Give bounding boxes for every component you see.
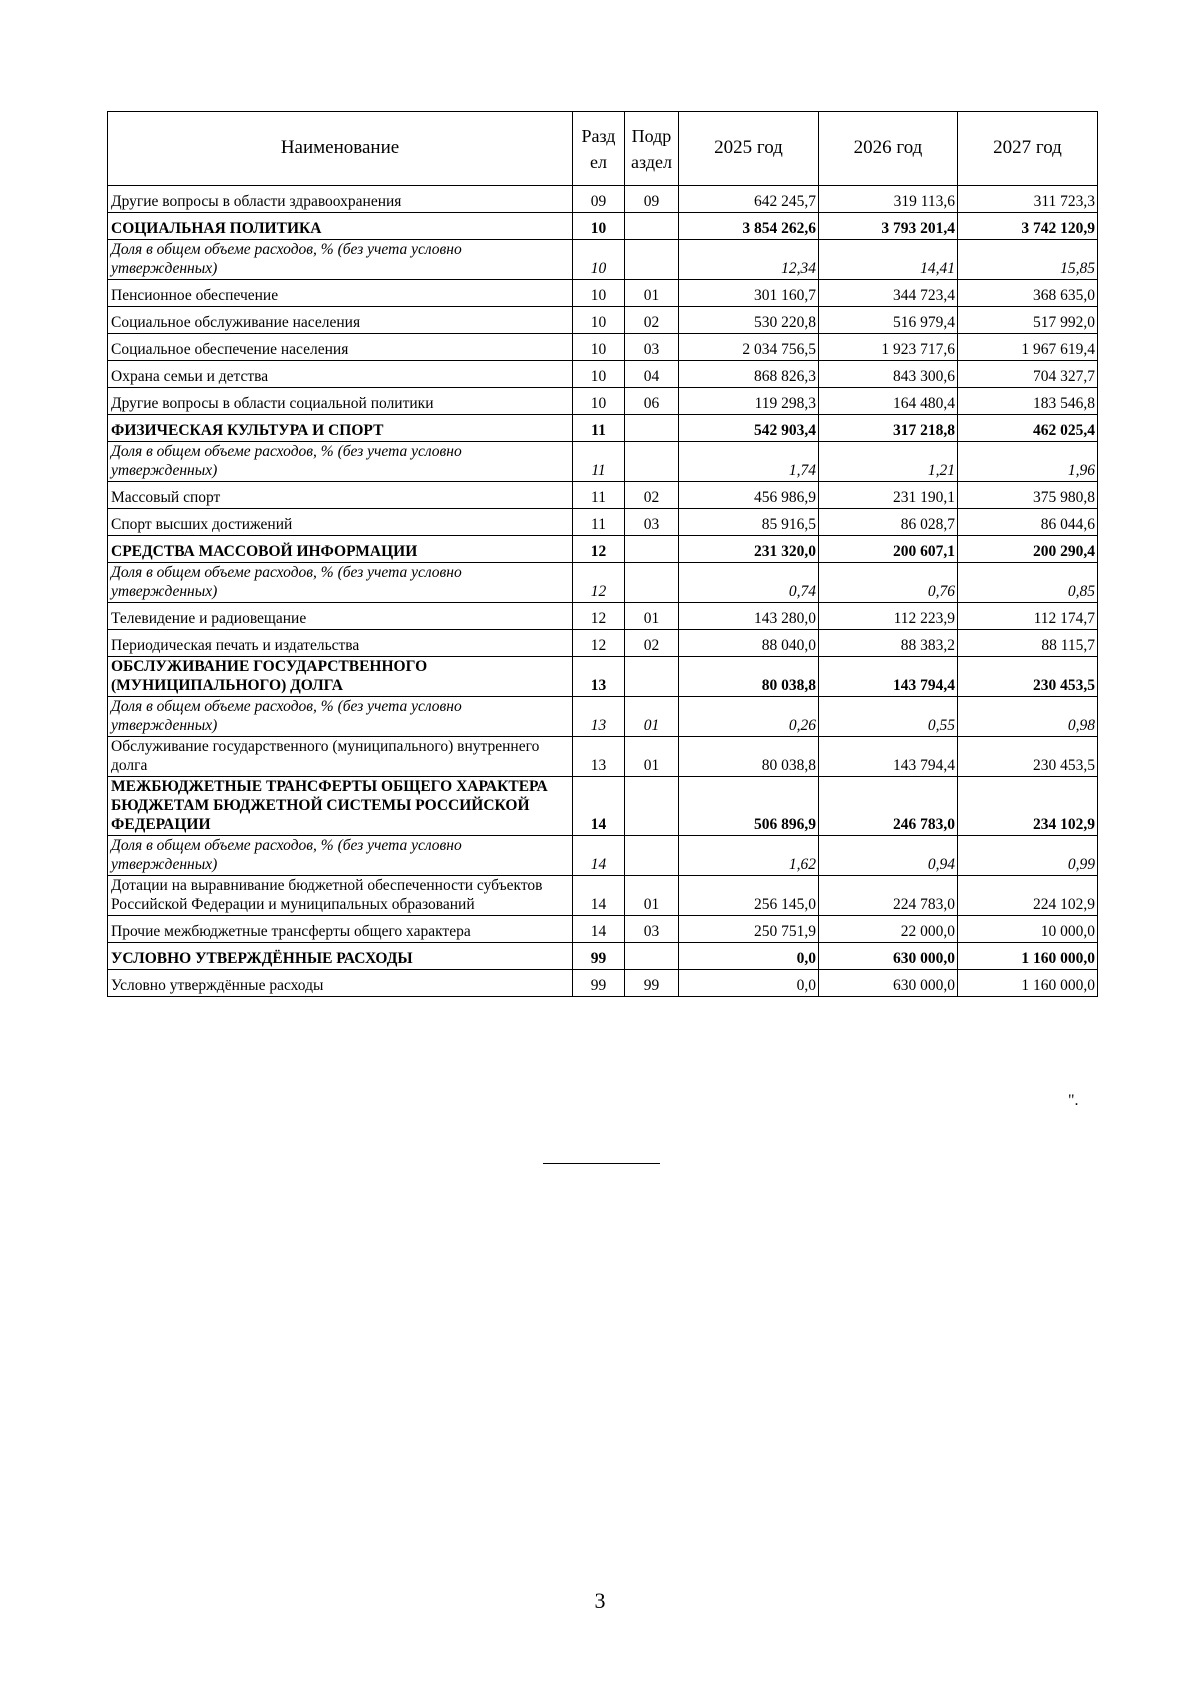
cell-razdel: 13 [573,697,625,737]
cell-2027: 112 174,7 [958,603,1098,630]
cell-2027: 0,98 [958,697,1098,737]
cell-podrazdel [625,213,679,240]
cell-razdel: 14 [573,916,625,943]
cell-2027: 462 025,4 [958,415,1098,442]
cell-2026: 0,55 [819,697,958,737]
page-number: 3 [594,1588,606,1613]
table-row [108,630,1098,657]
cell-2026: 344 723,4 [819,280,958,307]
cell-2025: 12,34 [679,240,819,280]
cell-razdel: 10 [573,334,625,361]
cell-razdel: 10 [573,213,625,240]
cell-name: УСЛОВНО УТВЕРЖДЁННЫЕ РАСХОДЫ [108,943,573,970]
cell-name: Другие вопросы в области социальной политики [108,388,573,415]
table-row [108,657,1098,697]
table-row [108,970,1098,997]
cell-2025: 0,0 [679,970,819,997]
cell-2027: 230 453,5 [958,657,1098,697]
cell-podrazdel: 01 [625,697,679,737]
cell-2025: 85 916,5 [679,509,819,536]
cell-podrazdel: 99 [625,970,679,997]
cell-name: Пенсионное обеспечение [108,280,573,307]
cell-2026: 231 190,1 [819,482,958,509]
table-row [108,482,1098,509]
cell-2027: 234 102,9 [958,777,1098,836]
cell-name: Спорт высших достижений [108,509,573,536]
cell-razdel: 13 [573,657,625,697]
cell-2026: 630 000,0 [819,943,958,970]
table-row [108,876,1098,916]
cell-razdel: 12 [573,603,625,630]
table-row [108,388,1098,415]
header-name: Наименование [108,112,573,186]
cell-2025: 143 280,0 [679,603,819,630]
cell-2027: 0,99 [958,836,1098,876]
cell-2027: 86 044,6 [958,509,1098,536]
cell-name: Доля в общем объеме расходов, % (без учета условно утвержденных) [108,240,573,280]
cell-name: Доля в общем объеме расходов, % (без учета условно утвержденных) [108,442,573,482]
cell-razdel: 14 [573,777,625,836]
header-razdel: Разд ел [573,112,625,186]
cell-2027: 224 102,9 [958,876,1098,916]
cell-2027: 88 115,7 [958,630,1098,657]
table-row [108,536,1098,563]
table-row [108,836,1098,876]
cell-name: Доля в общем объеме расходов, % (без учета условно утвержденных) [108,697,573,737]
cell-2027: 1 967 619,4 [958,334,1098,361]
cell-podrazdel: 02 [625,630,679,657]
cell-podrazdel [625,442,679,482]
cell-2025: 80 038,8 [679,657,819,697]
cell-podrazdel [625,836,679,876]
cell-name: Телевидение и радиовещание [108,603,573,630]
cell-razdel: 10 [573,280,625,307]
cell-name: ФИЗИЧЕСКАЯ КУЛЬТУРА И СПОРТ [108,415,573,442]
cell-razdel: 12 [573,630,625,657]
cell-podrazdel: 06 [625,388,679,415]
cell-podrazdel: 03 [625,334,679,361]
cell-razdel: 99 [573,970,625,997]
table-row [108,916,1098,943]
cell-name: Массовый спорт [108,482,573,509]
cell-2026: 164 480,4 [819,388,958,415]
cell-2025: 88 040,0 [679,630,819,657]
cell-razdel: 13 [573,737,625,777]
cell-2025: 0,0 [679,943,819,970]
cell-2026: 3 793 201,4 [819,213,958,240]
cell-2026: 22 000,0 [819,916,958,943]
cell-2027: 183 546,8 [958,388,1098,415]
cell-name: Охрана семьи и детства [108,361,573,388]
cell-name: СОЦИАЛЬНАЯ ПОЛИТИКА [108,213,573,240]
cell-razdel: 12 [573,563,625,603]
cell-name: Доля в общем объеме расходов, % (без учета условно утвержденных) [108,836,573,876]
cell-2025: 3 854 262,6 [679,213,819,240]
cell-2026: 317 218,8 [819,415,958,442]
cell-2025: 119 298,3 [679,388,819,415]
table-row [108,415,1098,442]
table-row [108,240,1098,280]
table-row [108,563,1098,603]
cell-2026: 0,94 [819,836,958,876]
cell-podrazdel [625,657,679,697]
cell-name: СРЕДСТВА МАССОВОЙ ИНФОРМАЦИИ [108,536,573,563]
cell-name: Социальное обслуживание населения [108,307,573,334]
cell-razdel: 11 [573,442,625,482]
cell-2026: 0,76 [819,563,958,603]
cell-2025: 530 220,8 [679,307,819,334]
cell-podrazdel: 02 [625,482,679,509]
cell-2027: 10 000,0 [958,916,1098,943]
table-row [108,213,1098,240]
cell-razdel: 10 [573,361,625,388]
cell-podrazdel [625,240,679,280]
cell-2026: 14,41 [819,240,958,280]
cell-2025: 542 903,4 [679,415,819,442]
cell-razdel: 11 [573,509,625,536]
cell-razdel: 99 [573,943,625,970]
cell-name: Обслуживание государственного (муниципального) внутреннего долга [108,737,573,777]
cell-2027: 3 742 120,9 [958,213,1098,240]
cell-2025: 868 826,3 [679,361,819,388]
cell-2027: 311 723,3 [958,186,1098,213]
cell-2025: 250 751,9 [679,916,819,943]
cell-razdel: 09 [573,186,625,213]
cell-2027: 1,96 [958,442,1098,482]
cell-2027: 704 327,7 [958,361,1098,388]
cell-2027: 368 635,0 [958,280,1098,307]
header-2026: 2026 год [819,112,958,186]
cell-podrazdel: 01 [625,876,679,916]
cell-2026: 319 113,6 [819,186,958,213]
cell-2026: 843 300,6 [819,361,958,388]
cell-2025: 231 320,0 [679,536,819,563]
cell-razdel: 11 [573,482,625,509]
cell-podrazdel [625,943,679,970]
cell-2026: 112 223,9 [819,603,958,630]
table-row [108,737,1098,777]
closing-quote-mark: ". [1068,1092,1079,1109]
table-row [108,307,1098,334]
cell-name: МЕЖБЮДЖЕТНЫЕ ТРАНСФЕРТЫ ОБЩЕГО ХАРАКТЕРА БЮДЖЕТАМ БЮДЖЕТНОЙ СИСТЕМЫ РОССИЙСКОЙ ФЕДЕРАЦИИ [108,777,573,836]
cell-2027: 200 290,4 [958,536,1098,563]
table-row [108,603,1098,630]
cell-2027: 230 453,5 [958,737,1098,777]
cell-podrazdel: 09 [625,186,679,213]
cell-2026: 143 794,4 [819,657,958,697]
cell-razdel: 14 [573,876,625,916]
table-row [108,777,1098,836]
cell-podrazdel [625,777,679,836]
cell-2025: 506 896,9 [679,777,819,836]
cell-podrazdel: 03 [625,916,679,943]
table-row [108,361,1098,388]
table-row [108,186,1098,213]
cell-2026: 200 607,1 [819,536,958,563]
cell-2026: 1,21 [819,442,958,482]
cell-2027: 1 160 000,0 [958,943,1098,970]
cell-podrazdel: 01 [625,737,679,777]
cell-2026: 516 979,4 [819,307,958,334]
cell-name: Другие вопросы в области здравоохранения [108,186,573,213]
cell-2026: 224 783,0 [819,876,958,916]
cell-name: Прочие межбюджетные трансферты общего характера [108,916,573,943]
horizontal-rule [543,1163,660,1164]
cell-2027: 1 160 000,0 [958,970,1098,997]
cell-podrazdel: 03 [625,509,679,536]
cell-2025: 1,74 [679,442,819,482]
cell-razdel: 14 [573,836,625,876]
table-row [108,509,1098,536]
cell-podrazdel: 04 [625,361,679,388]
cell-2026: 630 000,0 [819,970,958,997]
cell-2027: 0,85 [958,563,1098,603]
cell-2026: 1 923 717,6 [819,334,958,361]
cell-2027: 517 992,0 [958,307,1098,334]
table-row [108,943,1098,970]
cell-2026: 86 028,7 [819,509,958,536]
cell-podrazdel [625,415,679,442]
header-2025: 2025 год [679,112,819,186]
cell-name: Доля в общем объеме расходов, % (без учета условно утвержденных) [108,563,573,603]
cell-2026: 143 794,4 [819,737,958,777]
cell-2025: 456 986,9 [679,482,819,509]
budget-table [107,111,1098,997]
table-row [108,280,1098,307]
cell-2026: 246 783,0 [819,777,958,836]
cell-2026: 88 383,2 [819,630,958,657]
cell-razdel: 10 [573,388,625,415]
cell-2025: 2 034 756,5 [679,334,819,361]
cell-podrazdel: 02 [625,307,679,334]
cell-2027: 15,85 [958,240,1098,280]
cell-podrazdel [625,563,679,603]
table-header-row [108,112,1098,186]
cell-2025: 1,62 [679,836,819,876]
cell-2025: 301 160,7 [679,280,819,307]
cell-razdel: 10 [573,307,625,334]
cell-name: Условно утверждённые расходы [108,970,573,997]
header-2027: 2027 год [958,112,1098,186]
cell-podrazdel: 01 [625,280,679,307]
table-row [108,334,1098,361]
cell-2025: 642 245,7 [679,186,819,213]
cell-razdel: 10 [573,240,625,280]
cell-2025: 256 145,0 [679,876,819,916]
cell-name: Периодическая печать и издательства [108,630,573,657]
cell-razdel: 11 [573,415,625,442]
cell-name: Социальное обеспечение населения [108,334,573,361]
cell-name: ОБСЛУЖИВАНИЕ ГОСУДАРСТВЕННОГО (МУНИЦИПАЛЬНОГО) ДОЛГА [108,657,573,697]
cell-name: Дотации на выравнивание бюджетной обеспеченности субъектов Российской Федерации и муниципальных образований [108,876,573,916]
cell-2027: 375 980,8 [958,482,1098,509]
cell-2025: 80 038,8 [679,737,819,777]
table-row [108,442,1098,482]
cell-podrazdel: 01 [625,603,679,630]
table-row [108,697,1098,737]
cell-podrazdel [625,536,679,563]
cell-razdel: 12 [573,536,625,563]
cell-2025: 0,74 [679,563,819,603]
cell-2025: 0,26 [679,697,819,737]
header-podrazdel: Подр аздел [625,112,679,186]
